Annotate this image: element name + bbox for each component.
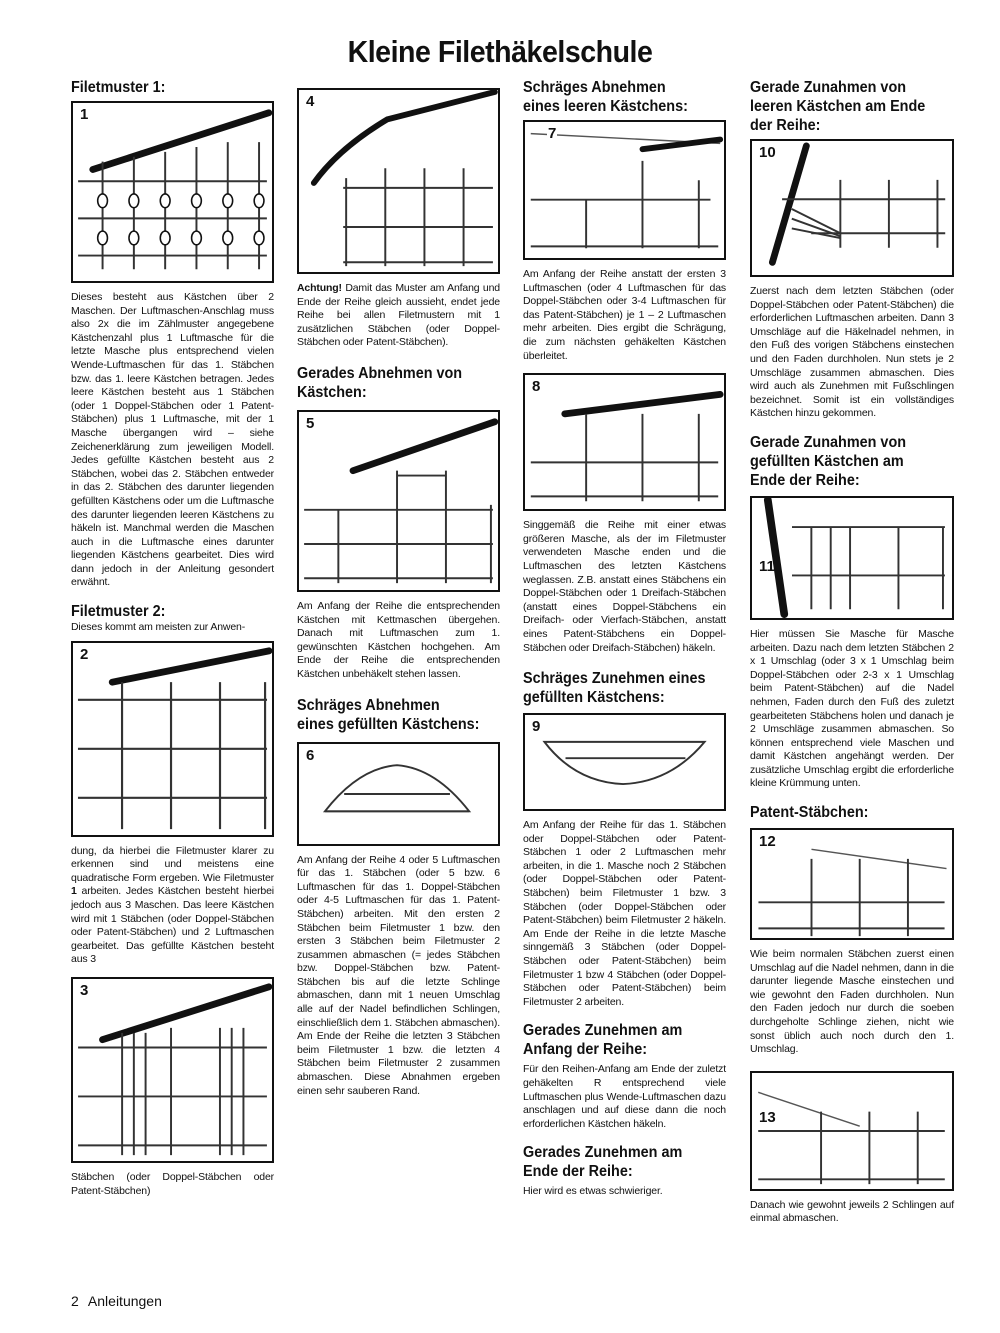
figure-number: 13 (759, 1108, 776, 1126)
figure-1 (71, 101, 274, 283)
crochet-grid-illustration (752, 830, 952, 938)
body-text: Am Anfang der Reihe für das 1. Stäbchen oder Doppel-Stäbchen oder Patent-Stäbchen 1 oder 2 Luftmaschen mehr arbeiten, in die 1. Masche noch 2 Stäbchen (oder Doppel-Stäbchen oder Patent-Stäbchen) beim Filetmuster 1 bzw. 3 Stäbchen (oder Doppel-Stäbchen oder Patent-Stäbchen) beim Filetmuster 2 häkeln. Am Ende der Reihe in die letzte Masche sinngemäß 3 Stäbchen (oder Doppel-Stäbchen oder Patent-Stäbchen) beim Filetmuster 1 bzw 4 Stäbchen (oder Doppel-Stäbchen oder Patent-Stäbchen) beim Filetmuster 2 arbeiten. (523, 819, 726, 1008)
figure-3 (71, 977, 274, 1163)
body-text: Singgemäß die Reihe mit einer etwas größeren Masche, als der im Filetmuster verwendeten Masche enden und die Luftmaschen des letzten Kästchens weglassen. Z.B. anstatt eines Stäbchens ein Doppel-Stäbchen oder 1 Dreifach-Stäbchen (anstatt eines Doppel-Stäbchens ein Dreifach- oder Vierfach-Stäbchen, anstatt eines Patent-Stäbchens ein Doppel-Stäbchen oder Dreifach-Stäbchen) häkeln. (523, 519, 726, 654)
body-text: Am Anfang der Reihe 4 oder 5 Luftmaschen für das 1. Stäbchen (oder 5 bzw. 6 Luftmaschen für das 1. Doppel-Stäbchen oder 4-5 Luftmaschen für das 1. Patent-Stäbchen) arbeiten. Mit den ersten 2 Stäbchen beim Filetmuster 1 bzw. den ersten 3 Stäbchen beim Filetmuster 2 zusammen abmaschen (= jedes Stäbchen bzw. Doppel-Stäbchen bzw. Patent-Stäbchen bis auf die letzte Schlinge abmaschen, dann mit 1 neuen Umschlag alle auf der Nadel befindlichen Schlingen, einschließlich dem 1. Stäbchen abmaschen). Am Ende der Reihe die letzten 3 Stäbchen beim Filetmuster 1 bzw. die letzten 4 Stäbchen beim Filetmuster 2 zusammen abmaschen. Diese Abnahmen ergeben einen sehr sauberen Rand. (297, 853, 500, 1097)
figure-10 (750, 139, 954, 277)
figure-number: 10 (759, 144, 776, 161)
crochet-grid-illustration (73, 643, 272, 835)
heading-gerades-abnehmen: Gerades Abnehmen von Kästchen: (297, 364, 463, 401)
crochet-grid-illustration (752, 1073, 952, 1189)
heading-patent-staebchen: Patent-Stäbchen: (750, 804, 869, 822)
figure-number: 11 (759, 557, 775, 575)
body-text: Zuerst nach dem letzten Stäbchen (oder Doppel-Stäbchen oder Patent-Stäbchen) die erforderlichen Luftmaschen arbeiten. Dann 3 Umschläge auf die Häkelnadel nehmen, in den Fuß des vorigen Stäbchens einstechen und den Faden durchholen. Nun stets je 2 Umschläge zusammen abmaschen. Dies wird auch als Zunehmen mit Fußschlingen bezeichnet. Somit ist ein vollständiges Kästchen hinzu gekommen. (750, 285, 954, 420)
figure-number: 12 (759, 833, 776, 851)
heading-schraeges-abnehmen-leer: Schräges Abnehmen eines leeren Kästchens: (523, 79, 688, 115)
section-name: Anleitungen (87, 1293, 162, 1309)
figure-number: 8 (532, 378, 541, 396)
body-text: Achtung! Damit das Muster am Anfang und Ende der Reihe gleich aussieht, endet jede Reihe bei allen Filetmustern mit 1 zusätzlichen Stäbchen (oder Doppel-Stäbchen oder Patent-Stäbchen). (297, 282, 500, 349)
body-text: dung, da hierbei die Filetmuster klarer zu erkennen sind und meistens eine quadratische Form ergeben. Wie Filetmuster 1 arbeiten. Jedes Kästchen besteht hierbei jedoch aus 3 Maschen. Das leere Kästchen wird mit 1 Stäbchen (oder Doppel-Stäbchen oder Patent-Stäbchen) und 2 Luftmaschen gearbeitet. Das gefüllte Kästchen besteht aus 3 (71, 844, 274, 966)
crochet-grid-illustration (73, 103, 272, 281)
figure-11 (750, 496, 954, 620)
page-footer (71, 1293, 162, 1309)
figure-12 (750, 828, 954, 940)
crochet-shape-illustration (299, 744, 498, 844)
heading-gerades-zunehmen-ende: Gerades Zunehmen am Ende der Reihe: (523, 1144, 683, 1181)
figure-number: 5 (306, 414, 315, 432)
figure-number: 2 (80, 645, 89, 663)
figure-number: 6 (306, 746, 315, 764)
figure-number: 7 (548, 125, 557, 142)
crochet-grid-illustration (525, 122, 724, 258)
figure-13 (750, 1071, 954, 1191)
body-text: Dieses besteht aus Kästchen über 2 Maschen. Der Luftmaschen-Anschlag muss also 2x die im Zählmuster angegebene Kästchenzahl plus 1 Luftmasche für die letzte Masche plus entsprechend vielen Wende-Luftmaschen für das 1. Stäbchen bzw. das 1. leere Kästchen betragen. Jedes leere Kästchen besteht aus 1 Stäbchen (oder 1 Doppel-Stäbchen oder 1 Patent-Stäbchen) plus 1 Luftmasche, mit der 1 Masche übergangen wird – siehe Zeichenerklärung zum jeweiligen Modell. Jedes gefüllte Kästchen besteht aus 2 Stäbchen, wobei das 2. Stäbchen entweder in das 2. Stäbchen des darunter liegenden gefüllten Kästchens oder um die Luftmasche des darunter liegenden leeren Kästchens zu häkeln ist. Manchmal werden die Maschen auch in die Luftmasche eines darunter liegenden Kästchens gearbeitet. Dies wird dann jedoch in der Anleitung gesondert erwähnt. (71, 291, 274, 589)
page-title: Kleine Filethäkelschule (347, 34, 653, 69)
body-text: Dieses kommt am meisten zur Anwen- (71, 621, 246, 634)
crochet-shape-illustration (525, 715, 724, 809)
body-text: Für den Reihen-Anfang am Ende der zuletzt gehäkelten R entsprechend viele Luftmaschen plus Wende-Luftmaschen dazu anschlagen und auf diese dann die noch erforderlichen Kästchen häkeln. (523, 1063, 726, 1130)
body-text: Am Anfang der Reihe die entsprechenden Kästchen mit Kettmaschen übergehen. Danach mit Luftmaschen zum 1. gewünschten Kästchen hochgehen. Am Ende der Reihe die entsprechenden Kästchen unbehäkelt stehen lassen. (297, 599, 500, 680)
heading-filetmuster-1: Filetmuster 1: (71, 79, 166, 96)
column-1 (71, 78, 274, 1198)
figure-7 (523, 120, 726, 260)
figure-4 (297, 88, 500, 274)
page-number: 2 (71, 1293, 79, 1309)
figure-number: 3 (80, 982, 89, 999)
body-text: Stäbchen (oder Doppel-Stäbchen oder Patent-Stäbchen) (71, 1171, 274, 1197)
figure-9 (523, 713, 726, 811)
crochet-grid-illustration (752, 141, 952, 275)
body-text: Wie beim normalen Stäbchen zuerst einen Umschlag auf die Nadel nehmen, dann in die darunter liegende Masche einstechen und wie gewohnt den Faden durchholen. Nun den Faden jedoch nur durch die soeben durchgeholte Schlinge ziehen, nicht wie sonst üblich auch noch durch den 1. Umschlag. (750, 948, 954, 1056)
crochet-grid-illustration (299, 412, 498, 590)
crochet-grid-illustration (73, 979, 272, 1161)
body-text: Am Anfang der Reihe anstatt der ersten 3 Luftmaschen (oder 4 Luftmaschen für das Doppel-Stäbchen oder 3-4 Luftmaschen für das Patent-Stäbchen) je 1 – 2 Luftmaschen mehr arbeiten. Dies ergibt die Schrägung, die zum nächsten gehäkelten Kästchen überleitet. (523, 268, 726, 362)
figure-number: 4 (306, 93, 315, 110)
heading-filetmuster-2: Filetmuster 2: (71, 603, 166, 621)
figure-5 (297, 410, 500, 592)
heading-zunahmen-leere: Gerade Zunahmen von leeren Kästchen am Ende der Reihe: (750, 79, 926, 134)
column-3 (523, 78, 726, 1199)
figure-6 (297, 742, 500, 846)
figure-2 (71, 641, 274, 837)
column-4 (750, 78, 954, 1226)
body-text: Hier müssen Sie Masche für Masche arbeiten. Dazu nach dem letzten Stäbchen 2 x 1 Umschlag (oder 3 x 1 Umschlag beim Doppel-Stäbchen oder 2-3 x 1 Umschlag beim Patent-Stäbchen) auf die Nadel nehmen, Faden durch den Fuß des zuletzt gearbeiteten Stäbchens holen und danach je 2 Umschläge zusammen abmaschen. So können entsprechend viele Maschen und damit Kästchen angehängt werden. Der zusätzliche Umschlag ergibt die erforderliche kleine Krümmung unten. (750, 627, 954, 790)
body-text: Hier wird es etwas schwieriger. (523, 1185, 663, 1198)
figure-number: 1 (80, 106, 89, 123)
crochet-grid-illustration (525, 375, 724, 509)
column-2 (297, 88, 500, 1098)
crochet-grid-illustration (752, 498, 952, 618)
crochet-grid-illustration (299, 90, 498, 272)
heading-zunahmen-gefuellt: Gerade Zunahmen von gefüllten Kästchen am Ende der Reihe: (750, 433, 907, 489)
figure-number: 9 (532, 718, 541, 736)
body-text: Danach wie gewohnt jeweils 2 Schlingen auf einmal abmaschen. (750, 1198, 954, 1225)
heading-schraeges-zunehmen: Schräges Zunehmen eines gefüllten Kästchens: (523, 670, 706, 707)
heading-schraeges-abnehmen-gefuellt: Schräges Abnehmen eines gefüllten Kästchens: (297, 696, 480, 733)
heading-gerades-zunehmen-anfang: Gerades Zunehmen am Anfang der Reihe: (523, 1022, 683, 1059)
figure-8 (523, 373, 726, 511)
